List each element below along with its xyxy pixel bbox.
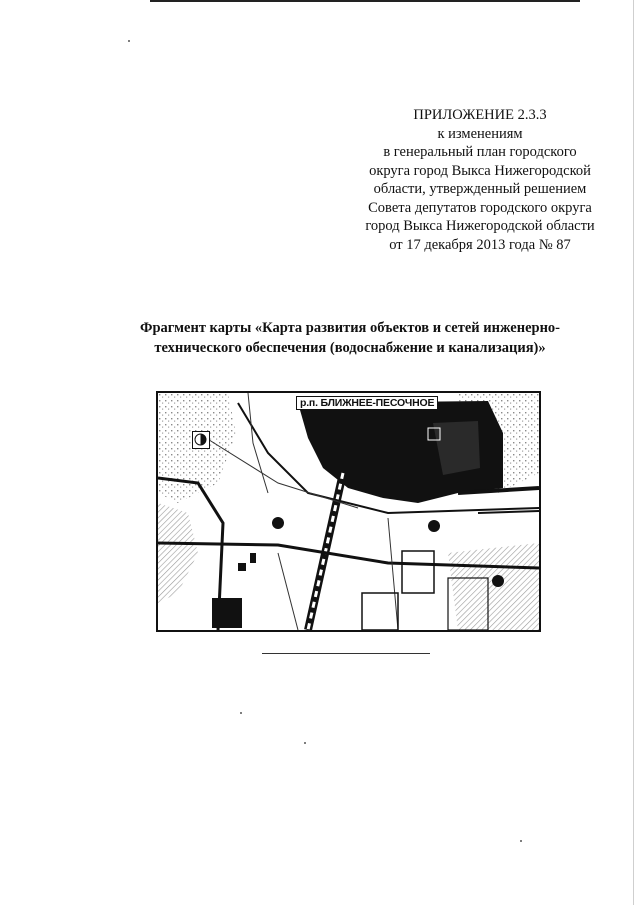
parcel [402,551,434,593]
appendix-line: Совета депутатов городского округа [368,199,592,216]
map-drawing [158,393,539,630]
heading-line-1: Фрагмент карты «Карта развития объектов и сетей инженерно- [139,320,561,336]
appendix-line: округа город Выкса Нижегородской [369,162,591,179]
terrain-area-southeast [448,543,539,630]
half-circle-icon [192,431,210,449]
facility-symbol [272,517,284,529]
building [212,598,242,628]
river-bank [478,511,539,513]
network-line [278,553,298,630]
appendix-line: к изменениям [437,125,523,142]
closing-line [262,653,430,654]
scan-speck [128,40,130,42]
scan-speck [304,742,306,744]
building [250,553,256,563]
scan-speck [240,712,242,714]
heading-line-2: технического обеспечения (водоснабжение и канализация)» [154,340,546,356]
appendix-line: ПРИЛОЖЕНИЕ 2.3.3 [413,107,547,123]
appendix-block [330,106,630,254]
facility-symbol [492,575,504,587]
scan-speck [520,840,522,842]
building [238,563,246,571]
map-fragment [156,391,541,632]
appendix-line: от 17 декабря 2013 года № 87 [389,236,571,253]
facility-symbol [428,520,440,532]
page-edge-line [633,0,634,905]
network-line [388,518,398,630]
map-fragment-heading [100,318,600,358]
terrain-area-west [158,503,198,603]
settlement-label: р.п. БЛИЖНЕЕ-ПЕСОЧНОЕ [296,396,438,410]
parcel [362,593,398,630]
network-line [248,393,268,493]
top-edge-line [150,0,580,2]
appendix-line: в генеральный план городского [383,144,577,160]
appendix-line: области, утвержденный решением [373,181,587,197]
appendix-line: город Выкса Нижегородской области [365,218,595,234]
